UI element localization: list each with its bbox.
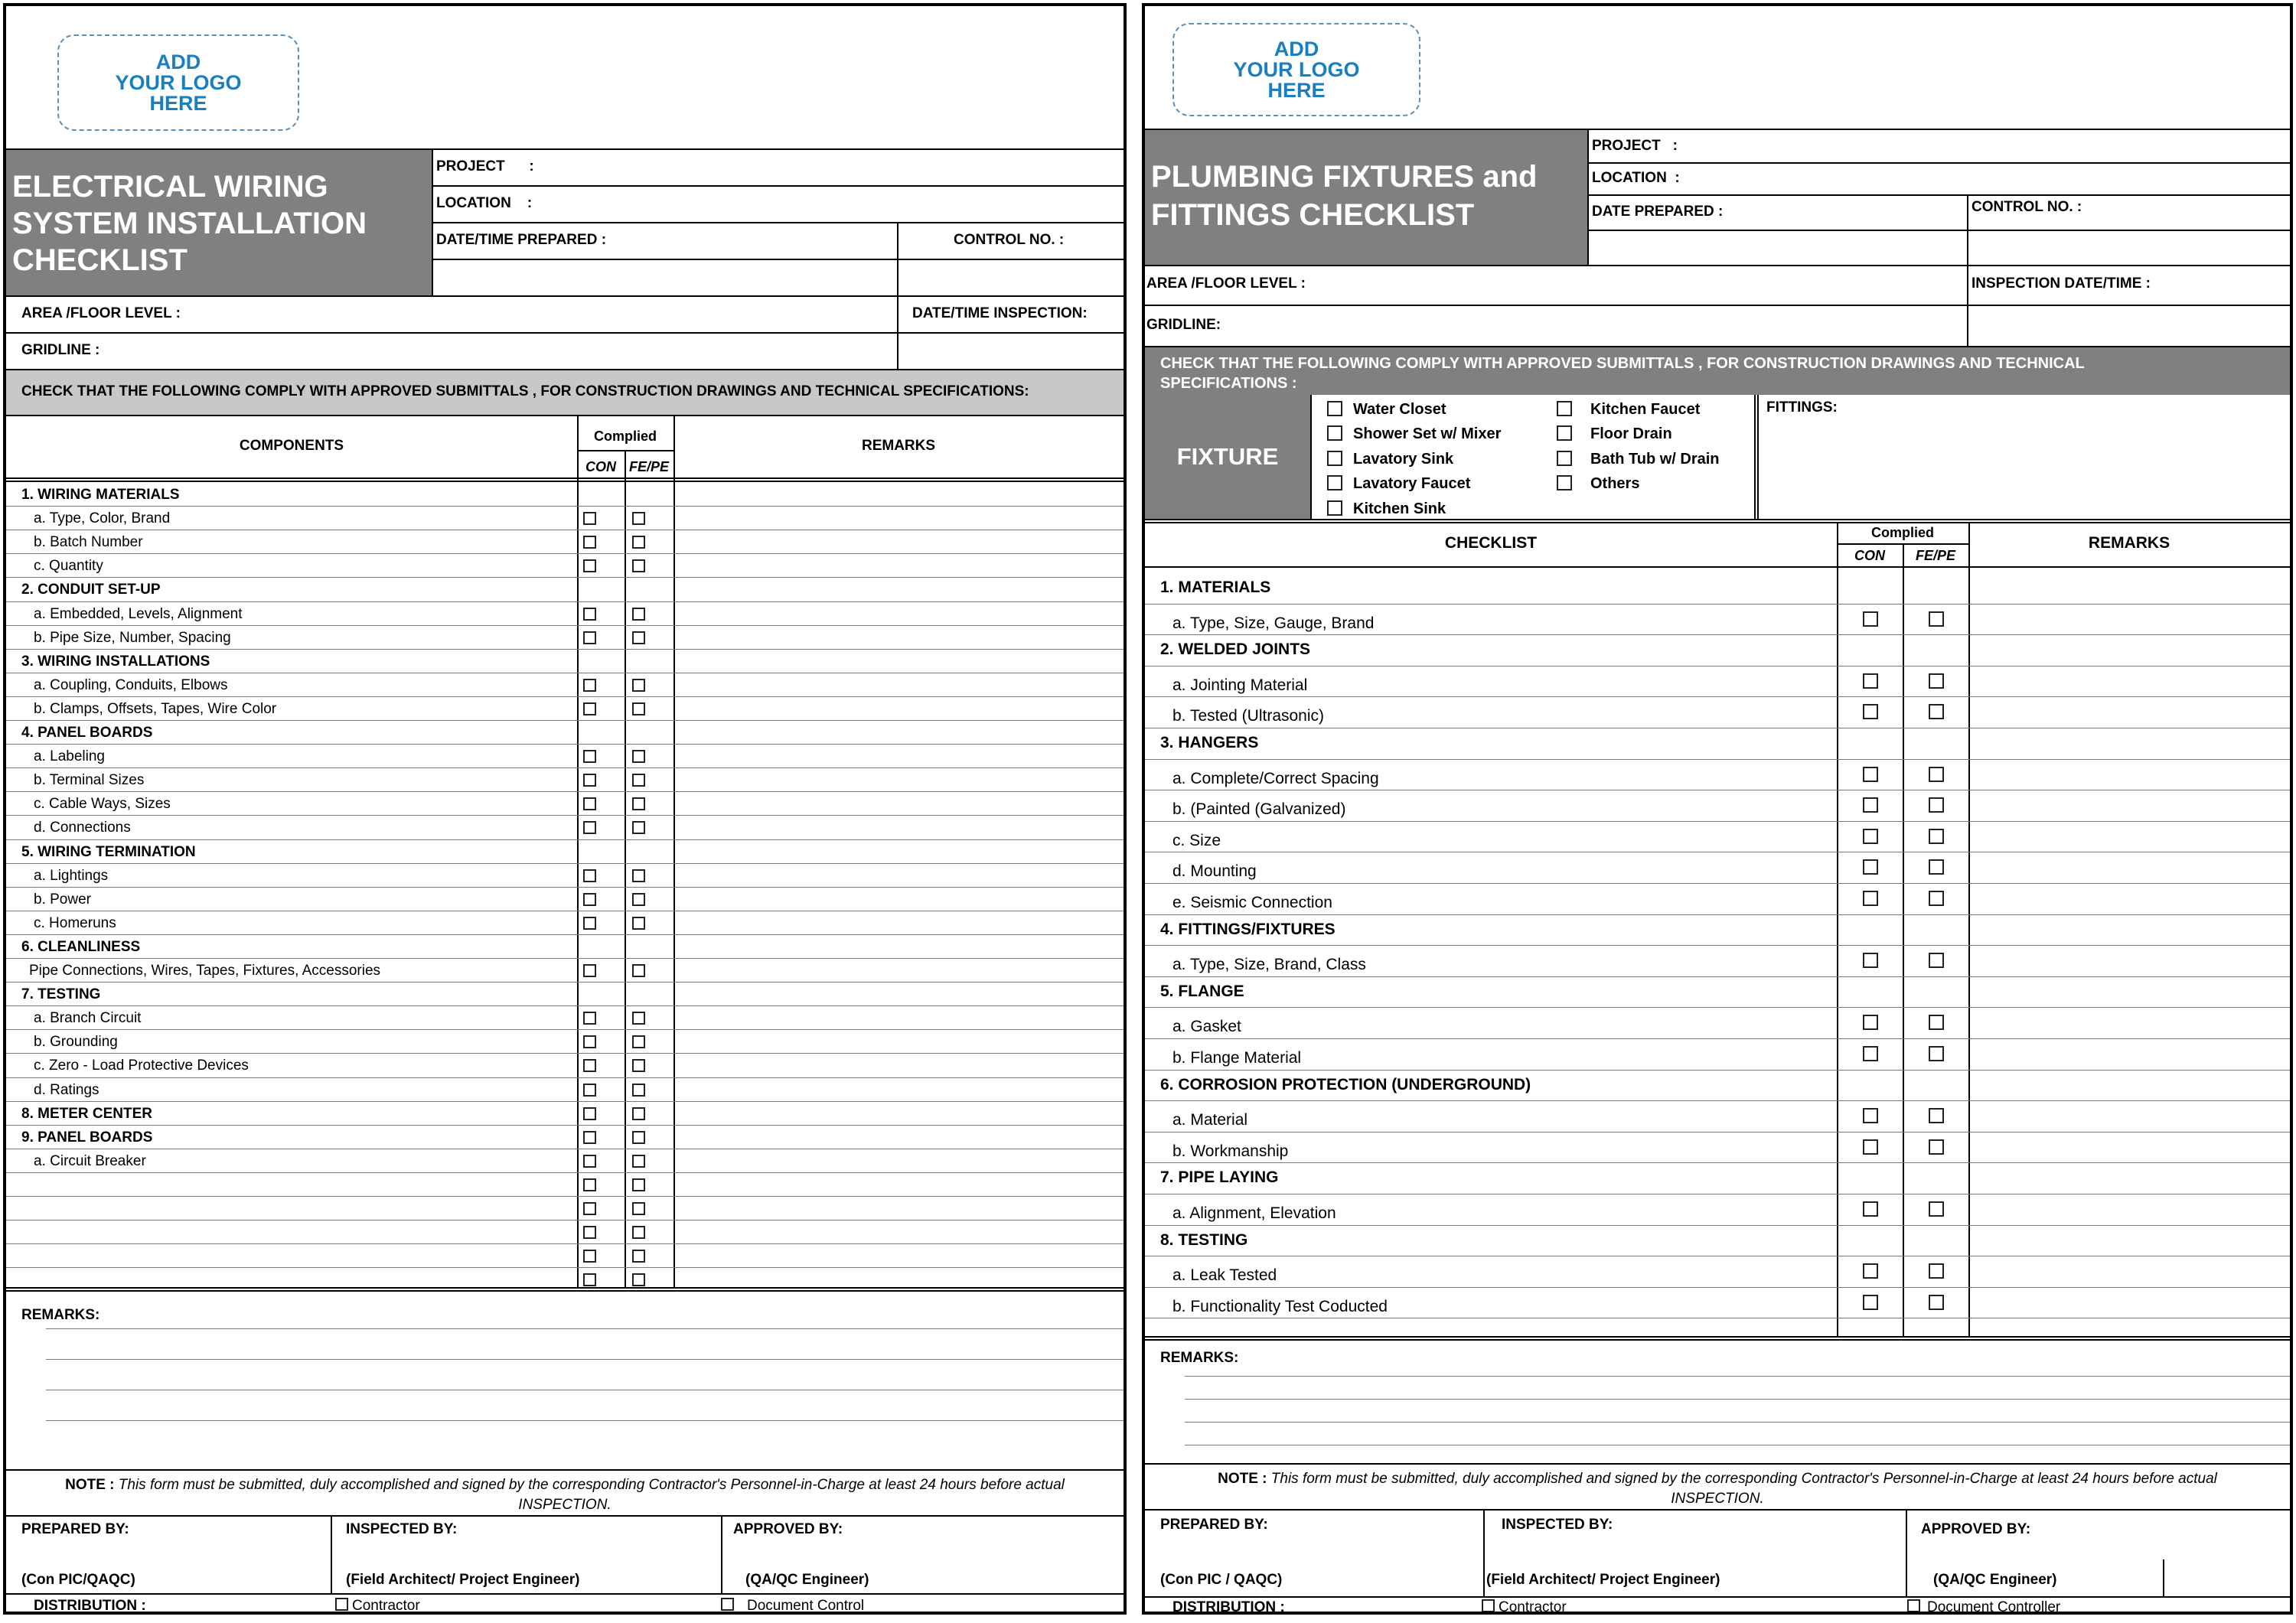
- fixture-checkbox[interactable]: [1557, 451, 1572, 466]
- prepared-by-label: PREPARED BY:: [21, 1521, 129, 1537]
- document-controller-checkbox[interactable]: [1907, 1599, 1920, 1612]
- electrical-checklist-form: [3, 3, 1127, 1615]
- con-checkbox[interactable]: [1863, 797, 1878, 813]
- contractor-label: Contractor: [1499, 1599, 1567, 1615]
- logo-placeholder: [57, 34, 299, 131]
- row-divider: [1145, 759, 2290, 760]
- section-heading: 1. WIRING MATERIALS: [21, 487, 180, 503]
- gridline-label: GRIDLINE:: [1146, 317, 1221, 333]
- checklist-item: Pipe Connections, Wires, Tapes, Fixtures, Accessories: [29, 963, 381, 979]
- row-divider: [6, 982, 1124, 983]
- date-prepared-label: DATE PREPARED :: [1592, 204, 1724, 220]
- fepe-checkbox[interactable]: [1929, 767, 1944, 782]
- row-divider: [1145, 1132, 2290, 1133]
- title-line: CHECKLIST: [12, 243, 188, 277]
- note-text: This form must be submitted, duly accomplished and signed by the corresponding Contractor's Personnel-in-Charge at least 24 hours before actual: [1270, 1471, 2217, 1487]
- row-divider: [6, 1101, 1124, 1102]
- row-divider: [1145, 821, 2290, 822]
- con-checkbox[interactable]: [1863, 829, 1878, 844]
- con-checkbox[interactable]: [583, 750, 596, 763]
- fepe-checkbox[interactable]: [1929, 1295, 1944, 1310]
- checklist-item: d. Mounting: [1172, 862, 1257, 881]
- fixture-option: Bath Tub w/ Drain: [1590, 450, 1720, 468]
- con-checkbox[interactable]: [583, 797, 596, 810]
- con-checkbox[interactable]: [583, 1178, 596, 1191]
- con-checkbox[interactable]: [1863, 1201, 1878, 1217]
- submission-note: [21, 1475, 1108, 1514]
- inspected-role: (Field Architect/ Project Engineer): [1486, 1572, 1720, 1588]
- fepe-checkbox[interactable]: [632, 893, 645, 906]
- remarks-label: REMARKS:: [1160, 1350, 1239, 1366]
- date-inspection-label: DATE/TIME INSPECTION:: [912, 305, 1088, 321]
- checklist-item: a. Branch Circuit: [34, 1010, 142, 1027]
- row-divider: [6, 958, 1124, 959]
- logo-line: HERE: [1267, 78, 1326, 102]
- row-divider: [6, 1005, 1124, 1006]
- fepe-checkbox[interactable]: [1929, 1108, 1944, 1123]
- con-checkbox[interactable]: [583, 1273, 596, 1286]
- con-checkbox[interactable]: [583, 1084, 596, 1097]
- fepe-checkbox[interactable]: [632, 559, 645, 572]
- note-label: NOTE :: [65, 1477, 115, 1493]
- col-fepe: FE/PE: [1915, 548, 1955, 563]
- fepe-checkbox[interactable]: [1929, 829, 1944, 844]
- checklist-item: b. Clamps, Offsets, Tapes, Wire Color: [34, 700, 277, 717]
- fixture-checkbox[interactable]: [1557, 401, 1572, 416]
- fepe-checkbox[interactable]: [1929, 891, 1944, 906]
- inspected-by-label: INSPECTED BY:: [346, 1521, 458, 1537]
- row-divider: [6, 863, 1124, 864]
- con-checkbox[interactable]: [1863, 767, 1878, 782]
- form-title: [1145, 130, 1587, 265]
- title-line: ELECTRICAL WIRING: [12, 170, 328, 204]
- section-heading: 7. TESTING: [21, 986, 101, 1003]
- contractor-checkbox[interactable]: [1482, 1599, 1495, 1612]
- section-heading: 1. MATERIALS: [1160, 578, 1271, 596]
- fepe-checkbox[interactable]: [1929, 1201, 1944, 1217]
- col-remarks: REMARKS: [2088, 534, 2170, 552]
- date-prepared-label: DATE/TIME PREPARED :: [436, 232, 607, 248]
- con-checkbox[interactable]: [1863, 1015, 1878, 1030]
- checklist-item: d. Ratings: [34, 1081, 99, 1098]
- document-controller-label: Document Controller: [1927, 1599, 2061, 1615]
- con-checkbox[interactable]: [583, 608, 596, 621]
- fepe-checkbox[interactable]: [1929, 611, 1944, 627]
- row-divider: [6, 791, 1124, 792]
- compliance-instruction-band: [6, 370, 1124, 415]
- fepe-checkbox[interactable]: [632, 917, 645, 930]
- row-divider: [1145, 604, 2290, 605]
- fixture-label-text: FIXTURE: [1176, 443, 1279, 470]
- con-checkbox[interactable]: [583, 1107, 596, 1120]
- logo-line: YOUR LOGO: [115, 70, 242, 94]
- con-checkbox[interactable]: [1863, 953, 1878, 968]
- fixture-option: Others: [1590, 475, 1640, 493]
- row-divider: [6, 934, 1124, 935]
- inspected-by-label: INSPECTED BY:: [1502, 1517, 1613, 1533]
- col-remarks: REMARKS: [861, 438, 936, 454]
- approved-by-label: APPROVED BY:: [733, 1521, 843, 1537]
- logo-placeholder: [1172, 23, 1420, 116]
- con-checkbox[interactable]: [583, 1059, 596, 1072]
- checklist-item: e. Seismic Connection: [1172, 894, 1332, 911]
- checklist-item: b. Workmanship: [1172, 1142, 1289, 1160]
- row-divider: [1145, 976, 2290, 977]
- con-checkbox[interactable]: [1863, 1108, 1878, 1123]
- fepe-checkbox[interactable]: [632, 1250, 645, 1263]
- fepe-checkbox[interactable]: [1929, 1139, 1944, 1155]
- row-divider: [1145, 914, 2290, 915]
- row-divider: [6, 577, 1124, 578]
- band-text: CHECK THAT THE FOLLOWING COMPLY WITH APPROVED SUBMITTALS , FOR CONSTRUCTION DRAWINGS AND TECHNICAL: [1160, 355, 2085, 372]
- document-control-checkbox[interactable]: [721, 1598, 734, 1611]
- section-heading: 6. CLEANLINESS: [21, 938, 141, 955]
- submission-note: [1160, 1469, 2275, 1508]
- fixture-option: Floor Drain: [1590, 425, 1672, 443]
- checklist-item: b. Tested (Ultrasonic): [1172, 707, 1325, 725]
- fixture-option: Lavatory Sink: [1353, 450, 1454, 468]
- con-checkbox[interactable]: [583, 917, 596, 930]
- row-divider: [6, 1267, 1124, 1268]
- row-divider: [6, 887, 1124, 888]
- section-heading: 4. FITTINGS/FIXTURES: [1160, 920, 1336, 938]
- con-checkbox[interactable]: [583, 893, 596, 906]
- compliance-instruction-band: [1145, 347, 2290, 395]
- inspection-datetime-label: INSPECTION DATE/TIME :: [1971, 275, 2151, 292]
- fixture-option: Kitchen Faucet: [1590, 401, 1701, 418]
- logo-line: ADD: [1274, 37, 1319, 60]
- row-divider: [6, 506, 1124, 507]
- checklist-item: a. Jointing Material: [1172, 676, 1308, 694]
- checklist-item: a. Coupling, Conduits, Elbows: [34, 676, 228, 693]
- con-checkbox[interactable]: [583, 869, 596, 882]
- con-checkbox[interactable]: [583, 1202, 596, 1215]
- checklist-item: a. Circuit Breaker: [34, 1152, 146, 1169]
- row-divider: [1145, 883, 2290, 884]
- row-divider: [6, 1029, 1124, 1030]
- contractor-label: Contractor: [352, 1598, 420, 1614]
- fepe-checkbox[interactable]: [632, 512, 645, 525]
- checklist-item: b. (Painted (Galvanized): [1172, 800, 1346, 819]
- fixture-checkbox[interactable]: [1557, 425, 1572, 441]
- fepe-checkbox[interactable]: [632, 702, 645, 715]
- checklist-item: b. Terminal Sizes: [34, 772, 145, 789]
- con-checkbox[interactable]: [1863, 1263, 1878, 1279]
- fepe-checkbox[interactable]: [1929, 1046, 1944, 1061]
- section-heading: 7. PIPE LAYING: [1160, 1168, 1279, 1187]
- section-heading: 2. WELDED JOINTS: [1160, 640, 1311, 659]
- fepe-checkbox[interactable]: [632, 797, 645, 810]
- section-heading: 3. WIRING INSTALLATIONS: [21, 653, 210, 670]
- section-heading: 8. TESTING: [1160, 1230, 1248, 1249]
- con-checkbox[interactable]: [583, 964, 596, 977]
- location-label: LOCATION :: [436, 195, 533, 211]
- band-text: SPECIFICATIONS :: [1160, 375, 1297, 392]
- checklist-item: c. Size: [1172, 831, 1221, 849]
- fixture-checkbox[interactable]: [1327, 401, 1342, 416]
- checklist-item: a. Material: [1172, 1111, 1248, 1129]
- fepe-checkbox[interactable]: [632, 1012, 645, 1025]
- note-label: NOTE :: [1218, 1471, 1267, 1487]
- row-divider: [6, 696, 1124, 697]
- note-text: This form must be submitted, duly accomplished and signed by the corresponding Contractor's Personnel-in-Charge at least 24 hours before actual: [118, 1477, 1065, 1493]
- fepe-checkbox[interactable]: [632, 536, 645, 549]
- fepe-checkbox[interactable]: [1929, 859, 1944, 875]
- section-heading: 6. CORROSION PROTECTION (UNDERGROUND): [1160, 1075, 1531, 1093]
- prepared-by-label: PREPARED BY:: [1160, 1517, 1268, 1533]
- col-components: COMPONENTS: [239, 438, 344, 454]
- con-checkbox[interactable]: [583, 631, 596, 644]
- fepe-checkbox[interactable]: [632, 1084, 645, 1097]
- fepe-checkbox[interactable]: [632, 1178, 645, 1191]
- row-divider: [1145, 945, 2290, 946]
- location-label: LOCATION :: [1592, 170, 1680, 186]
- fepe-checkbox[interactable]: [632, 869, 645, 882]
- fepe-checkbox[interactable]: [1929, 1263, 1944, 1279]
- checklist-item: c. Cable Ways, Sizes: [34, 796, 171, 813]
- inspected-role: (Field Architect/ Project Engineer): [346, 1572, 580, 1588]
- control-no-label: CONTROL NO. :: [954, 232, 1065, 248]
- row-divider: [6, 744, 1124, 745]
- logo-line: YOUR LOGO: [1233, 57, 1360, 81]
- con-checkbox[interactable]: [583, 821, 596, 834]
- con-checkbox[interactable]: [1863, 1046, 1878, 1061]
- fittings-label: FITTINGS:: [1766, 399, 1838, 416]
- distribution-label: DISTRIBUTION :: [1172, 1599, 1285, 1615]
- section-heading: 3. HANGERS: [1160, 734, 1259, 751]
- con-checkbox[interactable]: [583, 1035, 596, 1048]
- fepe-checkbox[interactable]: [1929, 704, 1944, 719]
- checklist-item: b. Flange Material: [1172, 1049, 1302, 1067]
- fepe-checkbox[interactable]: [1929, 1015, 1944, 1030]
- band-text: CHECK THAT THE FOLLOWING COMPLY WITH APPROVED SUBMITTALS , FOR CONSTRUCTION DRAWINGS AND TECHNICAL SPECIFICATIONS:: [21, 383, 1029, 399]
- fepe-checkbox[interactable]: [632, 1202, 645, 1215]
- prepared-role: (Con PIC / QAQC): [1160, 1572, 1283, 1588]
- note-text-2: INSPECTION.: [518, 1496, 612, 1513]
- row-divider: [6, 625, 1124, 626]
- area-floor-label: AREA /FLOOR LEVEL :: [21, 305, 181, 321]
- row-divider: [1145, 1007, 2290, 1008]
- con-checkbox[interactable]: [583, 1131, 596, 1144]
- contractor-checkbox[interactable]: [335, 1598, 348, 1611]
- fepe-checkbox[interactable]: [1929, 797, 1944, 813]
- row-divider: [1145, 1162, 2290, 1163]
- title-line: SYSTEM INSTALLATION: [12, 207, 367, 240]
- fepe-checkbox[interactable]: [632, 964, 645, 977]
- fixture-option: Shower Set w/ Mixer: [1353, 425, 1502, 443]
- col-fepe: FE/PE: [628, 459, 669, 474]
- row-divider: [6, 1053, 1124, 1054]
- fixture-option: Lavatory Faucet: [1353, 475, 1471, 493]
- con-checkbox[interactable]: [583, 1155, 596, 1168]
- fepe-checkbox[interactable]: [632, 608, 645, 621]
- checklist-item: a. Labeling: [34, 748, 105, 765]
- con-checkbox[interactable]: [583, 559, 596, 572]
- con-checkbox[interactable]: [583, 702, 596, 715]
- row-divider: [6, 649, 1124, 650]
- checklist-item: a. Type, Color, Brand: [34, 510, 171, 527]
- project-label: PROJECT :: [1592, 138, 1678, 154]
- row-divider: [6, 720, 1124, 721]
- fepe-checkbox[interactable]: [1929, 673, 1944, 689]
- row-divider: [6, 601, 1124, 602]
- fixture-checkbox[interactable]: [1557, 475, 1572, 490]
- checklist-item: a. Type, Size, Brand, Class: [1172, 956, 1366, 974]
- checklist-item: b. Grounding: [34, 1034, 118, 1051]
- con-checkbox[interactable]: [583, 1250, 596, 1263]
- checklist-item: a. Embedded, Levels, Alignment: [34, 605, 243, 622]
- checklist-item: a. Lightings: [34, 867, 109, 884]
- row-divider: [1145, 1070, 2290, 1071]
- row-divider: [1145, 696, 2290, 697]
- con-checkbox[interactable]: [583, 679, 596, 692]
- checklist-item: c. Homeruns: [34, 914, 116, 931]
- section-heading: 9. PANEL BOARDS: [21, 1129, 153, 1146]
- con-checkbox[interactable]: [583, 1012, 596, 1025]
- fepe-checkbox[interactable]: [632, 821, 645, 834]
- project-label: PROJECT :: [436, 158, 534, 174]
- con-checkbox[interactable]: [1863, 859, 1878, 875]
- fepe-checkbox[interactable]: [632, 1226, 645, 1239]
- fixture-checkbox[interactable]: [1327, 451, 1342, 466]
- checklist-item: a. Alignment, Elevation: [1172, 1204, 1336, 1222]
- row-divider: [6, 1220, 1124, 1221]
- col-complied: Complied: [1870, 525, 1934, 540]
- section-heading: 5. WIRING TERMINATION: [21, 843, 196, 860]
- checklist-item: a. Type, Size, Gauge, Brand: [1172, 614, 1375, 632]
- col-con: CON: [1854, 548, 1885, 563]
- con-checkbox[interactable]: [583, 1226, 596, 1239]
- con-checkbox[interactable]: [1863, 891, 1878, 906]
- fepe-checkbox[interactable]: [632, 774, 645, 787]
- title-line: FITTINGS CHECKLIST: [1151, 198, 1475, 232]
- fepe-checkbox[interactable]: [632, 750, 645, 763]
- col-complied: Complied: [593, 429, 657, 444]
- approved-by-label: APPROVED BY:: [1921, 1521, 2031, 1537]
- fepe-checkbox[interactable]: [632, 1059, 645, 1072]
- logo-line: HERE: [149, 91, 207, 115]
- con-checkbox[interactable]: [1863, 673, 1878, 689]
- section-heading: 8. METER CENTER: [21, 1105, 153, 1122]
- con-checkbox[interactable]: [583, 512, 596, 525]
- fepe-checkbox[interactable]: [632, 1107, 645, 1120]
- con-checkbox[interactable]: [1863, 1139, 1878, 1155]
- remarks-label: REMARKS:: [21, 1307, 100, 1323]
- row-divider: [6, 553, 1124, 554]
- checklist-item: d. Connections: [34, 820, 131, 836]
- row-divider: [6, 1196, 1124, 1197]
- checklist-item: b. Power: [34, 891, 91, 908]
- control-no-label: CONTROL NO. :: [1971, 199, 2082, 215]
- col-checklist: CHECKLIST: [1444, 534, 1538, 552]
- row-divider: [1145, 634, 2290, 635]
- area-floor-label: AREA /FLOOR LEVEL :: [1146, 275, 1306, 292]
- fepe-checkbox[interactable]: [1929, 953, 1944, 968]
- checklist-item: a. Complete/Correct Spacing: [1172, 769, 1379, 787]
- row-divider: [1145, 1038, 2290, 1039]
- row-divider: [1145, 1225, 2290, 1226]
- gridline-label: GRIDLINE :: [21, 342, 100, 358]
- con-checkbox[interactable]: [1863, 704, 1878, 719]
- fepe-checkbox[interactable]: [632, 1035, 645, 1048]
- con-checkbox[interactable]: [583, 774, 596, 787]
- checklist-item: c. Quantity: [34, 558, 103, 575]
- fixture-checkbox[interactable]: [1327, 475, 1342, 490]
- row-divider: [6, 815, 1124, 816]
- col-con: CON: [585, 459, 616, 474]
- document-control-label: Document Control: [747, 1598, 865, 1614]
- checklist-item: b. Functionality Test Coducted: [1172, 1297, 1388, 1315]
- row-divider: [6, 1125, 1124, 1126]
- checklist-item: b. Pipe Size, Number, Spacing: [34, 629, 231, 646]
- fixture-checkbox[interactable]: [1327, 500, 1342, 516]
- fepe-checkbox[interactable]: [632, 1155, 645, 1168]
- plumbing-checklist-form: [1142, 3, 2293, 1615]
- fixture-checkbox[interactable]: [1327, 425, 1342, 441]
- row-divider: [6, 839, 1124, 840]
- checklist-item: a. Gasket: [1172, 1018, 1241, 1036]
- section-heading: 5. FLANGE: [1160, 982, 1244, 1000]
- row-divider: [1145, 1100, 2290, 1101]
- note-text-2: INSPECTION.: [1671, 1490, 1764, 1507]
- checklist-item: c. Zero - Load Protective Devices: [34, 1058, 249, 1074]
- distribution-label: DISTRIBUTION :: [34, 1598, 146, 1614]
- row-divider: [6, 1077, 1124, 1078]
- con-checkbox[interactable]: [1863, 611, 1878, 627]
- approved-role: (QA/QC Engineer): [1933, 1572, 2057, 1588]
- form-title: [6, 150, 432, 295]
- fepe-checkbox[interactable]: [632, 1273, 645, 1286]
- fepe-checkbox[interactable]: [632, 631, 645, 644]
- checklist-item: a. Leak Tested: [1172, 1266, 1277, 1285]
- fixture-label: [1145, 395, 1310, 519]
- checklist-item: b. Batch Number: [34, 534, 143, 551]
- fixture-option: Kitchen Sink: [1353, 500, 1446, 517]
- fixture-option: Water Closet: [1353, 401, 1446, 418]
- con-checkbox[interactable]: [583, 536, 596, 549]
- row-divider: [6, 1243, 1124, 1244]
- prepared-role: (Con PIC/QAQC): [21, 1572, 135, 1588]
- row-divider: [6, 1172, 1124, 1173]
- section-heading: 2. CONDUIT SET-UP: [21, 582, 161, 598]
- fepe-checkbox[interactable]: [632, 1131, 645, 1144]
- section-heading: 4. PANEL BOARDS: [21, 725, 153, 741]
- row-divider: [1145, 1287, 2290, 1288]
- fepe-checkbox[interactable]: [632, 679, 645, 692]
- con-checkbox[interactable]: [1863, 1295, 1878, 1310]
- approved-role: (QA/QC Engineer): [745, 1572, 869, 1588]
- title-line: PLUMBING FIXTURES and: [1151, 160, 1538, 194]
- logo-line: ADD: [155, 50, 201, 73]
